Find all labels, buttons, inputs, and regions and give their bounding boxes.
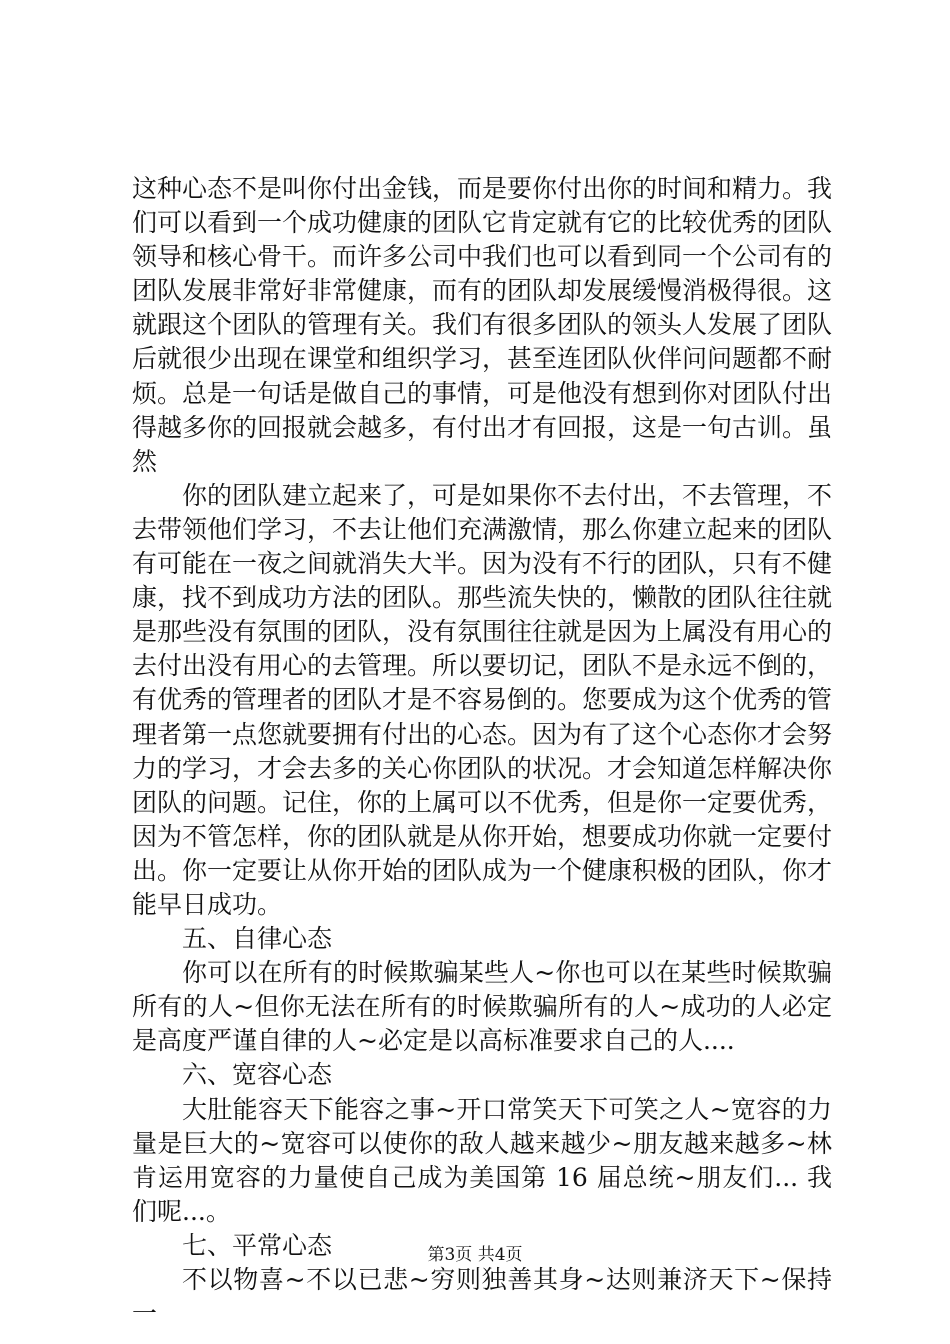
paragraph-continued: 这种心态不是叫你付出金钱，而是要你付出你的时间和精力。我们可以看到一个成功健康的团队它肯定就有它的比较优秀的团队领导和核心骨干。而许多公司中我们也可以看到同一个公司有的团队发展非常好非常健康，而有的团队却发展缓慢消极得很。这就跟这个团队的管理有关。我们有很多团队的领头人发展了团队后就很少出现在课堂和组织学习，甚至连团队伙伴问问题都不耐烦。总是一句话是做自己的事情，可是他没有想到你对团队付出得越多你的回报就会越多，有付出才有回报，这是一句古训。虽然: [132, 174, 833, 476]
section-heading-self-discipline: 五、自律心态: [182, 924, 333, 954]
paragraph: 大肚能容天下能容之事~开口常笑天下可笑之人~宽容的力量是巨大的~宽容可以使你的敌人越来越少~朋友越来越多~林肯运用宽容的力量使自己成为美国第 16 届总统~朋友们... 我们呢...。: [132, 1094, 832, 1226]
section-heading-ordinary-mind: 七、平常心态: [182, 1230, 333, 1260]
paragraph: 不以物喜~不以已悲~穷则独善其身~达则兼济天下~保持一: [132, 1265, 832, 1329]
paragraph: 你可以在所有的时候欺骗某些人~你也可以在某些时候欺骗所有的人~但你无法在所有的时候欺骗所有的人~成功的人必定是高度严谨自律的人~必定是以高标准要求自己的人....: [132, 958, 832, 1056]
page-footer: [0, 1244, 950, 1266]
section-heading-tolerance: 六、宽容心态: [182, 1060, 333, 1090]
document-body: [132, 172, 832, 1331]
paragraph: 你的团队建立起来了，可是如果你不去付出，不去管理，不去带领他们学习，不去让他们充满激情，那么你建立起来的团队有可能在一夜之间就消失大半。因为没有不行的团队，只有不健康，找不到成功方法的团队。那些流失快的，懒散的团队往往就是那些没有氛围的团队，没有氛围往往就是因为上属没有用心的去付出没有用心的去管理。所以要切记，团队不是永远不倒的，有优秀的管理者的团队才是不容易倒的。您要成为这个优秀的管理者第一点您就要拥有付出的心态。因为有了这个心态你才会努力的学习，才会去多的关心你团队的状况。才会知道怎样解决你团队的问题。记住，你的上属可以不优秀，但是你一定要优秀，因为不管怎样，你的团队就是从你开始，想要成功你就一定要付出。你一定要让从你开始的团队成为一个健康积极的团队，你才能早日成功。: [132, 480, 833, 919]
page-indicator: 第3页 共4页: [427, 1245, 523, 1265]
